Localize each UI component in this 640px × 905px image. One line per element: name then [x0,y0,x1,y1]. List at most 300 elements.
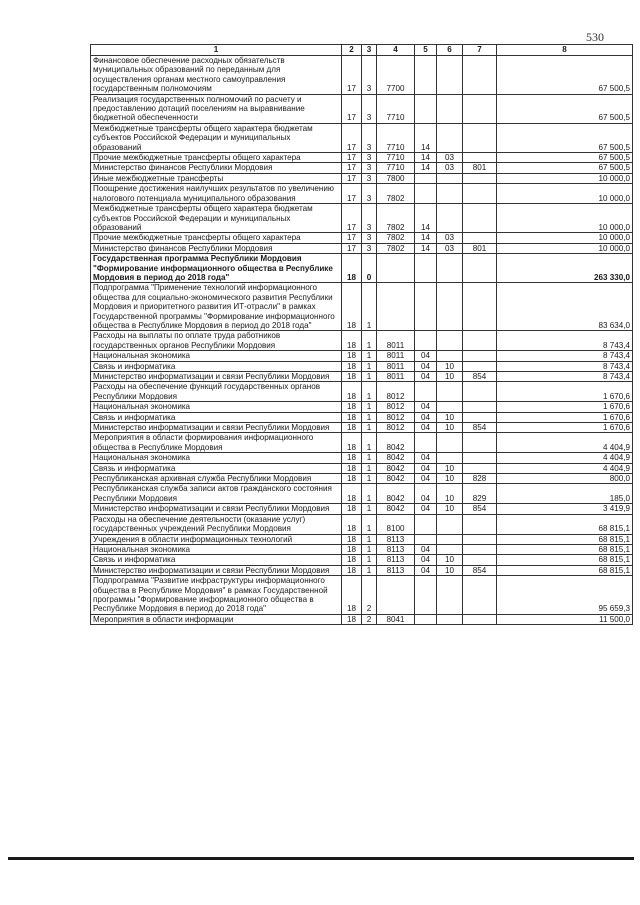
row-code-cell [415,382,437,402]
table-body [91,56,633,625]
row-code-cell: 04 [415,412,437,422]
row-name-cell: Расходы на обеспечение функций государственных органов Республики Мордовия [91,382,342,402]
row-sum-cell: 1 670,6 [497,382,633,402]
row-sum-cell: 67 500,5 [497,123,633,152]
row-code-cell: 8011 [377,361,415,371]
row-code-cell: 8042 [377,463,415,473]
row-code-cell: 1 [362,283,377,331]
row-code-cell: 1 [362,463,377,473]
row-code-cell: 04 [415,351,437,361]
row-code-cell: 10 [437,504,463,514]
row-code-cell: 1 [362,514,377,534]
row-name-cell: Национальная экономика [91,453,342,463]
row-code-cell: 03 [437,243,463,253]
column-header: 1 [91,45,342,56]
row-code-cell [437,433,463,453]
row-code-cell: 10 [437,361,463,371]
row-name-cell: Межбюджетные трансферты общего характера бюджетам субъектов Российской Федерации и муниципальных образований [91,123,342,152]
row-code-cell: 1 [362,372,377,382]
row-code-cell: 04 [415,484,437,504]
row-code-cell: 8011 [377,372,415,382]
column-header: 3 [362,45,377,56]
row-name-cell: Иные межбюджетные трансферты [91,173,342,183]
row-name-cell: Государственная программа Республики Мордовия "Формирование информационного общества в Республике Мордовия в период до 2018 года" [91,254,342,283]
table-row [91,184,633,204]
row-code-cell: 17 [342,56,362,95]
row-name-cell: Министерство информатизации и связи Республики Мордовия [91,565,342,575]
row-code-cell [437,123,463,152]
row-code-cell: 18 [342,283,362,331]
column-header: 8 [497,45,633,56]
row-code-cell [437,351,463,361]
row-code-cell: 03 [437,163,463,173]
row-code-cell [463,94,497,123]
column-header: 6 [437,45,463,56]
row-code-cell [437,544,463,554]
row-name-cell: Связь и информатика [91,555,342,565]
row-code-cell [377,254,415,283]
row-code-cell: 18 [342,351,362,361]
row-code-cell [463,233,497,243]
table-row [91,56,633,95]
row-code-cell: 8042 [377,453,415,463]
table-row [91,423,633,433]
row-code-cell [415,283,437,331]
row-code-cell [415,56,437,95]
row-code-cell: 18 [342,382,362,402]
row-code-cell: 17 [342,153,362,163]
table-row [91,453,633,463]
row-code-cell [463,351,497,361]
row-code-cell [463,544,497,554]
table-row [91,544,633,554]
row-code-cell: 18 [342,544,362,554]
row-code-cell [463,173,497,183]
row-code-cell: 8100 [377,514,415,534]
row-code-cell: 1 [362,412,377,422]
table-row [91,361,633,371]
row-code-cell [463,433,497,453]
row-code-cell: 8011 [377,331,415,351]
row-code-cell: 14 [415,163,437,173]
row-code-cell: 1 [362,474,377,484]
row-code-cell: 04 [415,504,437,514]
row-code-cell: 18 [342,361,362,371]
table-row [91,565,633,575]
row-code-cell [377,576,415,615]
row-code-cell: 10 [437,565,463,575]
table-row [91,351,633,361]
row-code-cell: 8041 [377,614,415,624]
row-code-cell: 1 [362,351,377,361]
row-code-cell [437,56,463,95]
row-name-cell: Связь и информатика [91,412,342,422]
row-sum-cell: 68 815,1 [497,544,633,554]
row-code-cell [437,534,463,544]
row-name-cell: Расходы на обеспечение деятельности (оказание услуг) государственных учреждений Республики Мордовия [91,514,342,534]
row-sum-cell: 800,0 [497,474,633,484]
row-code-cell: 18 [342,576,362,615]
row-code-cell: 17 [342,163,362,173]
row-code-cell: 14 [415,153,437,163]
row-sum-cell: 8 743,4 [497,351,633,361]
table-row [91,331,633,351]
row-code-cell: 1 [362,453,377,463]
row-code-cell [463,402,497,412]
row-code-cell: 7710 [377,94,415,123]
row-code-cell [463,614,497,624]
row-code-cell: 04 [415,544,437,554]
row-code-cell: 04 [415,555,437,565]
row-code-cell [437,514,463,534]
row-code-cell: 1 [362,433,377,453]
row-code-cell: 17 [342,173,362,183]
row-code-cell [437,254,463,283]
column-header: 4 [377,45,415,56]
row-code-cell: 04 [415,463,437,473]
row-code-cell: 04 [415,474,437,484]
row-code-cell: 1 [362,382,377,402]
row-code-cell: 854 [463,423,497,433]
row-code-cell: 801 [463,243,497,253]
row-code-cell: 1 [362,361,377,371]
column-header: 7 [463,45,497,56]
row-code-cell: 854 [463,372,497,382]
row-code-cell [437,94,463,123]
row-code-cell [377,283,415,331]
table-row [91,412,633,422]
budget-table [90,44,633,625]
page-number: 530 [586,30,604,44]
table-row [91,614,633,624]
row-code-cell [463,283,497,331]
row-code-cell: 04 [415,423,437,433]
row-code-cell: 3 [362,204,377,233]
column-header: 5 [415,45,437,56]
row-code-cell [463,453,497,463]
row-code-cell: 854 [463,504,497,514]
row-code-cell: 8012 [377,382,415,402]
row-sum-cell: 68 815,1 [497,565,633,575]
row-name-cell: Национальная экономика [91,402,342,412]
row-sum-cell: 10 000,0 [497,173,633,183]
row-code-cell: 10 [437,474,463,484]
table-row [91,576,633,615]
table-row [91,173,633,183]
row-code-cell: 801 [463,163,497,173]
row-code-cell: 10 [437,412,463,422]
row-name-cell: Межбюджетные трансферты общего характера бюджетам субъектов Российской Федерации и муниципальных образований [91,204,342,233]
row-sum-cell: 67 500,5 [497,56,633,95]
row-code-cell [463,463,497,473]
table-row [91,372,633,382]
row-code-cell [463,123,497,152]
row-code-cell: 1 [362,565,377,575]
row-code-cell: 03 [437,153,463,163]
row-code-cell: 2 [362,576,377,615]
table-row [91,233,633,243]
row-code-cell: 18 [342,433,362,453]
row-code-cell: 7802 [377,243,415,253]
row-code-cell: 18 [342,372,362,382]
table-row [91,534,633,544]
column-header: 2 [342,45,362,56]
row-code-cell: 7802 [377,233,415,243]
row-code-cell: 3 [362,243,377,253]
table-row [91,433,633,453]
row-code-cell [437,614,463,624]
table-row [91,243,633,253]
table-row [91,514,633,534]
row-name-cell: Подпрограмма "Развитие инфраструктуры информационного общества в Республике Мордовия" в рамках Государственной программы "Формирование информационного общества в Республике Мордовия в период до 2018 года" [91,576,342,615]
row-code-cell [415,254,437,283]
row-sum-cell: 83 634,0 [497,283,633,331]
row-name-cell: Поощрение достижения наилучших результатов по увеличению налогового потенциала муниципального образования [91,184,342,204]
row-code-cell [463,534,497,544]
row-code-cell: 10 [437,484,463,504]
row-code-cell: 7800 [377,173,415,183]
row-code-cell: 854 [463,565,497,575]
row-sum-cell: 95 659,3 [497,576,633,615]
row-code-cell: 04 [415,453,437,463]
row-code-cell [463,56,497,95]
table-row [91,123,633,152]
row-code-cell [415,184,437,204]
row-code-cell: 7710 [377,153,415,163]
bottom-rule [8,857,634,860]
row-code-cell [415,576,437,615]
row-code-cell: 1 [362,504,377,514]
row-code-cell: 18 [342,534,362,544]
row-code-cell [437,576,463,615]
row-name-cell: Мероприятия в области формирования информационного общества в Республике Мордовия [91,433,342,453]
row-code-cell [437,204,463,233]
row-sum-cell: 68 815,1 [497,534,633,544]
row-name-cell: Финансовое обеспечение расходных обязательств муниципальных образований по переданным для осуществления органам местного самоуправления государственным полномочиям [91,56,342,95]
row-sum-cell: 11 500,0 [497,614,633,624]
row-code-cell [437,331,463,351]
row-code-cell: 14 [415,243,437,253]
row-code-cell: 14 [415,123,437,152]
row-code-cell [463,555,497,565]
row-sum-cell: 263 330,0 [497,254,633,283]
row-code-cell: 3 [362,184,377,204]
row-code-cell [463,153,497,163]
row-code-cell [437,453,463,463]
row-code-cell: 8042 [377,474,415,484]
row-sum-cell: 10 000,0 [497,204,633,233]
row-code-cell: 04 [415,361,437,371]
row-code-cell [463,514,497,534]
row-code-cell: 3 [362,163,377,173]
row-sum-cell: 1 670,6 [497,412,633,422]
row-code-cell [415,433,437,453]
row-code-cell: 10 [437,372,463,382]
table-row [91,382,633,402]
row-name-cell: Прочие межбюджетные трансферты общего характера [91,233,342,243]
row-sum-cell: 1 670,6 [497,402,633,412]
row-code-cell: 17 [342,94,362,123]
row-code-cell [415,514,437,534]
row-code-cell: 7802 [377,204,415,233]
row-code-cell: 18 [342,412,362,422]
row-name-cell: Реализация государственных полномочий по расчету и предоставлению дотаций поселениям на выравнивание бюджетной обеспеченности [91,94,342,123]
row-sum-cell: 8 743,4 [497,361,633,371]
table-row [91,504,633,514]
row-code-cell: 8042 [377,504,415,514]
table-row [91,163,633,173]
row-code-cell [463,382,497,402]
row-code-cell: 1 [362,534,377,544]
row-name-cell: Министерство финансов Республики Мордовия [91,163,342,173]
row-code-cell: 3 [362,233,377,243]
row-code-cell: 2 [362,614,377,624]
row-code-cell: 8113 [377,544,415,554]
row-code-cell: 8042 [377,433,415,453]
row-code-cell: 18 [342,565,362,575]
row-sum-cell: 68 815,1 [497,514,633,534]
row-code-cell: 17 [342,243,362,253]
row-code-cell: 7710 [377,163,415,173]
table-row [91,555,633,565]
row-code-cell: 3 [362,56,377,95]
row-code-cell: 829 [463,484,497,504]
row-code-cell: 1 [362,423,377,433]
row-sum-cell: 68 815,1 [497,555,633,565]
row-name-cell: Учреждения в области информационных технологий [91,534,342,544]
row-name-cell: Национальная экономика [91,351,342,361]
row-sum-cell: 185,0 [497,484,633,504]
row-code-cell: 04 [415,565,437,575]
row-code-cell: 7802 [377,184,415,204]
row-sum-cell: 10 000,0 [497,243,633,253]
row-name-cell: Расходы на выплаты по оплате труда работников государственных органов Республики Мордовия [91,331,342,351]
row-name-cell: Министерство информатизации и связи Республики Мордовия [91,504,342,514]
row-code-cell: 18 [342,453,362,463]
row-code-cell: 7710 [377,123,415,152]
row-code-cell [415,331,437,351]
row-code-cell: 18 [342,614,362,624]
row-code-cell: 18 [342,514,362,534]
row-name-cell: Республиканская служба записи актов гражданского состояния Республики Мордовия [91,484,342,504]
table-row [91,402,633,412]
row-code-cell: 04 [415,402,437,412]
row-sum-cell: 10 000,0 [497,184,633,204]
table-row [91,153,633,163]
table-header-row [91,45,633,56]
row-code-cell [463,412,497,422]
row-code-cell [463,204,497,233]
row-code-cell: 17 [342,233,362,243]
row-name-cell: Связь и информатика [91,361,342,371]
row-sum-cell: 67 500,5 [497,153,633,163]
table-row [91,204,633,233]
row-code-cell: 18 [342,484,362,504]
table-row [91,463,633,473]
table-row [91,94,633,123]
row-name-cell: Подпрограмма "Применение технологий информационного общества для социально-экономического развития Республики Мордовия и приоритетного развития ИТ-отрасли" в рамках Государственной программы "Формирование информационного общества в Республике Мордовия в период до 2018 года" [91,283,342,331]
row-code-cell: 8042 [377,484,415,504]
row-code-cell: 3 [362,123,377,152]
row-code-cell: 8012 [377,423,415,433]
row-code-cell: 3 [362,153,377,163]
row-code-cell [415,614,437,624]
row-sum-cell: 3 419,9 [497,504,633,514]
table-row [91,484,633,504]
row-code-cell: 17 [342,204,362,233]
row-sum-cell: 4 404,9 [497,463,633,473]
row-sum-cell: 1 670,6 [497,423,633,433]
row-code-cell: 1 [362,484,377,504]
row-code-cell: 18 [342,423,362,433]
row-code-cell: 17 [342,184,362,204]
row-name-cell: Министерство информатизации и связи Республики Мордовия [91,423,342,433]
row-code-cell: 18 [342,402,362,412]
row-code-cell: 14 [415,204,437,233]
row-code-cell: 10 [437,463,463,473]
row-code-cell: 10 [437,555,463,565]
row-code-cell [415,534,437,544]
row-code-cell [437,173,463,183]
row-code-cell: 18 [342,254,362,283]
row-code-cell: 3 [362,173,377,183]
row-code-cell: 1 [362,402,377,412]
row-code-cell [463,184,497,204]
row-code-cell: 8012 [377,402,415,412]
row-name-cell: Республиканская архивная служба Республики Мордовия [91,474,342,484]
row-code-cell: 8113 [377,565,415,575]
row-code-cell: 8011 [377,351,415,361]
row-code-cell [437,184,463,204]
row-code-cell [415,94,437,123]
row-name-cell: Министерство информатизации и связи Республики Мордовия [91,372,342,382]
row-sum-cell: 4 404,9 [497,453,633,463]
row-code-cell: 17 [342,123,362,152]
row-code-cell: 7700 [377,56,415,95]
row-code-cell: 8113 [377,534,415,544]
row-code-cell [463,576,497,615]
row-code-cell: 18 [342,504,362,514]
row-code-cell: 04 [415,372,437,382]
row-sum-cell: 67 500,5 [497,163,633,173]
row-code-cell [437,382,463,402]
row-code-cell: 0 [362,254,377,283]
row-code-cell: 18 [342,555,362,565]
row-code-cell: 3 [362,94,377,123]
row-sum-cell: 8 743,4 [497,372,633,382]
row-sum-cell: 67 500,5 [497,94,633,123]
table-row [91,283,633,331]
row-code-cell: 1 [362,555,377,565]
row-code-cell: 18 [342,331,362,351]
row-name-cell: Связь и информатика [91,463,342,473]
table-row [91,474,633,484]
row-code-cell [463,331,497,351]
row-code-cell: 8012 [377,412,415,422]
row-code-cell: 828 [463,474,497,484]
row-code-cell [437,283,463,331]
row-code-cell [437,402,463,412]
row-code-cell: 8113 [377,555,415,565]
row-name-cell: Мероприятия в области информации [91,614,342,624]
row-code-cell: 14 [415,233,437,243]
row-code-cell [415,173,437,183]
row-code-cell: 10 [437,423,463,433]
row-code-cell: 18 [342,463,362,473]
row-code-cell: 03 [437,233,463,243]
row-code-cell [463,361,497,371]
row-code-cell [463,254,497,283]
